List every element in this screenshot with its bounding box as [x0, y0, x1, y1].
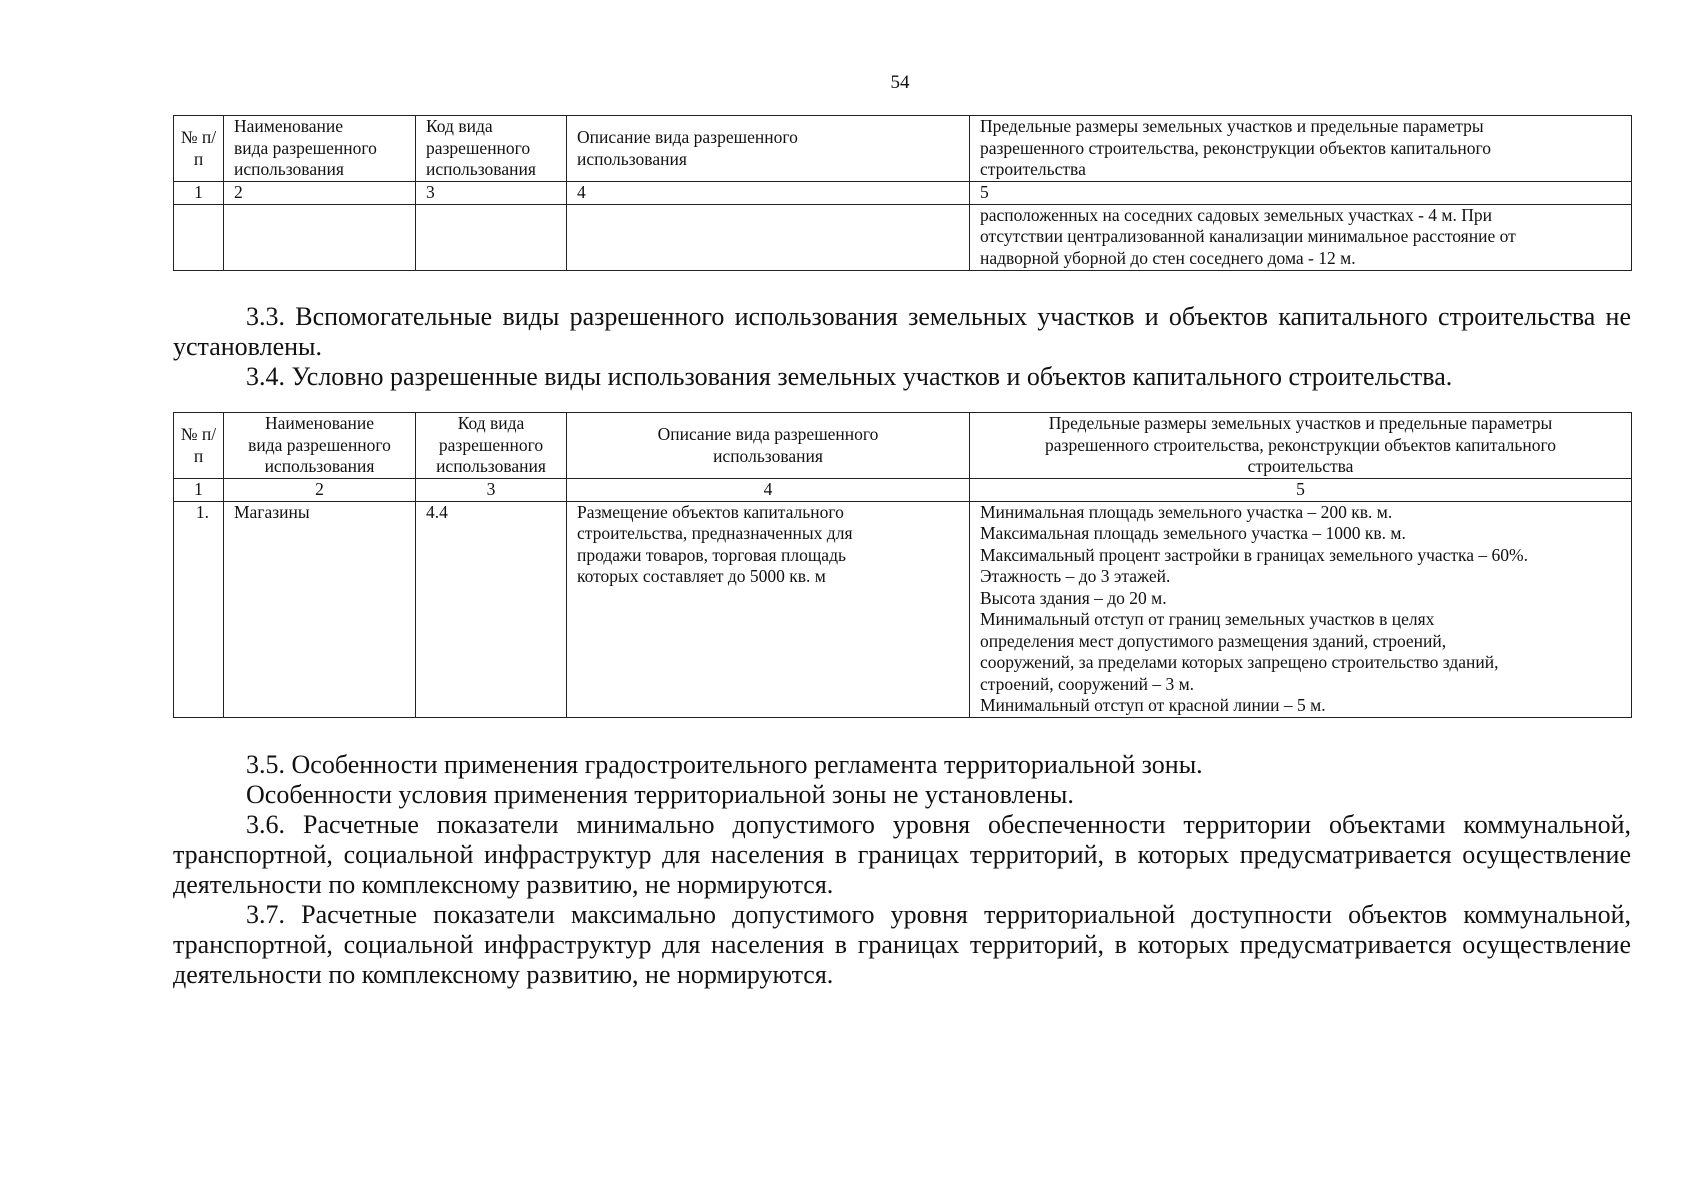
description-line: которых составляет до 5000 кв. м [577, 566, 826, 586]
table-cell [174, 204, 224, 270]
header-name [224, 413, 416, 479]
column-number: 1 [174, 182, 224, 205]
column-number: 2 [224, 182, 416, 205]
column-number-row [174, 479, 1632, 502]
table-conditional-uses [173, 412, 1632, 718]
column-number: 2 [224, 479, 416, 502]
header-name [224, 116, 416, 182]
column-number-row [174, 182, 1632, 205]
row-number: 1. [174, 501, 224, 717]
row-limits [970, 501, 1632, 717]
header-name-line: вида разрешенного [248, 434, 391, 455]
header-num: № п/п [174, 413, 224, 479]
header-code-line: разрешенного [438, 434, 544, 455]
header-limits-line: разрешенного строительства, реконструкции объектов капитального [980, 137, 1491, 158]
header-description [567, 116, 970, 182]
table-cell [224, 204, 416, 270]
limits-line: Минимальный отступ от красной линии – 5 м. [980, 695, 1326, 715]
header-description [567, 413, 970, 479]
header-limits-line: Предельные размеры земельных участков и предельные параметры [1048, 413, 1553, 434]
limits-line: строений, сооружений – 3 м. [980, 673, 1195, 694]
continuation-line: расположенных на соседних садовых земельных участках - 4 м. При [980, 204, 1492, 225]
continuation-line: надворной уборной до стен соседнего дома - 12 м. [980, 247, 1356, 268]
header-code-line: Код вида [426, 116, 493, 137]
table-row [174, 501, 1632, 717]
header-description-line: использования [713, 445, 823, 466]
column-number: 4 [567, 182, 970, 205]
table-continuation [173, 115, 1632, 271]
row-name: Магазины [224, 501, 416, 717]
continuation-text [970, 204, 1632, 270]
column-number: 3 [416, 182, 567, 205]
column-number: 5 [970, 479, 1632, 502]
limits-line: Минимальный отступ от границ земельных участков в целях [980, 609, 1435, 629]
table-cell [416, 204, 567, 270]
limits-line: Высота здания – до 20 м. [980, 587, 1167, 608]
description-line: продажи товаров, торговая площадь [577, 544, 846, 565]
header-name-line: Наименование [234, 116, 344, 137]
header-code [416, 116, 567, 182]
row-description [567, 501, 970, 717]
table-row [174, 204, 1632, 270]
table-header-row [174, 116, 1632, 182]
header-name-line: Наименование [264, 413, 375, 434]
column-number: 4 [567, 479, 970, 502]
header-num: № п/п [174, 116, 224, 182]
page-number: 54 [890, 72, 910, 93]
description-line: строительства, предназначенных для [577, 523, 853, 543]
header-limits-line: Предельные размеры земельных участков и предельные параметры [980, 116, 1484, 137]
header-description-line: Описание вида разрешенного [657, 424, 879, 444]
header-name-line: вида разрешенного [234, 137, 377, 158]
section-3-7: 3.7. Расчетные показатели максимально допустимого уровня территориальной доступности объектов коммунальной, транспортной, социальной инфраструктур для населения в границах территорий, в которых предусматривается осуществление деятельности по комплексному развитию, не нормируются. [173, 900, 1631, 989]
limits-line: Этажность – до 3 этажей. [980, 566, 1171, 586]
section-3-6: 3.6. Расчетные показатели минимально допустимого уровня обеспеченности территории объектами коммунальной, транспортной, социальной инфраструктур для населения в границах территорий, в которых предусматривается осуществление деятельности по комплексному развитию, не нормируются. [173, 810, 1631, 899]
header-limits [970, 116, 1632, 182]
table-header-row [174, 413, 1632, 479]
header-description-line: Описание вида разрешенного [577, 127, 798, 147]
row-code: 4.4 [416, 501, 567, 717]
limits-line: Минимальная площадь земельного участка – 200 кв. м. [980, 501, 1393, 522]
header-limits [970, 413, 1632, 479]
header-code [416, 413, 567, 479]
column-number: 1 [174, 479, 224, 502]
header-limits-line: разрешенного строительства, реконструкции объектов капитального [1045, 434, 1556, 455]
section-3-3: 3.3. Вспомогательные виды разрешенного использования земельных участков и объектов капитального строительства не установлены. [173, 302, 1631, 361]
header-limits-line: строительства [980, 159, 1086, 180]
column-number: 5 [970, 182, 1632, 205]
header-code-line: использования [426, 159, 536, 180]
section-3-5-note: Особенности условия применения территориальной зоны не установлены. [246, 780, 1074, 809]
limits-line: Максимальный процент застройки в границах земельного участка – 60%. [980, 544, 1529, 565]
section-3-4: 3.4. Условно разрешенные виды использования земельных участков и объектов капитального строительства. [246, 362, 1453, 391]
limits-line: Максимальная площадь земельного участка – 1000 кв. м. [980, 523, 1406, 543]
header-limits-line: строительства [1247, 456, 1354, 477]
header-description-line: использования [577, 148, 687, 169]
description-line: Размещение объектов капитального [577, 501, 844, 522]
section-3-5: 3.5. Особенности применения градостроительного регламента территориальной зоны. [246, 750, 1203, 779]
limits-line: определения мест допустимого размещения зданий, строений, [980, 630, 1447, 651]
limits-line: сооружений, за пределами которых запрещено строительство зданий, [980, 652, 1499, 672]
continuation-line: отсутствии централизованной канализации минимальное расстояние от [980, 226, 1516, 246]
header-code-line: разрешенного [426, 137, 531, 158]
table-cell [567, 204, 970, 270]
header-code-line: использования [436, 456, 546, 477]
header-name-line: использования [264, 456, 375, 477]
header-code-line: Код вида [457, 413, 525, 434]
header-name-line: использования [234, 159, 344, 180]
column-number: 3 [416, 479, 567, 502]
